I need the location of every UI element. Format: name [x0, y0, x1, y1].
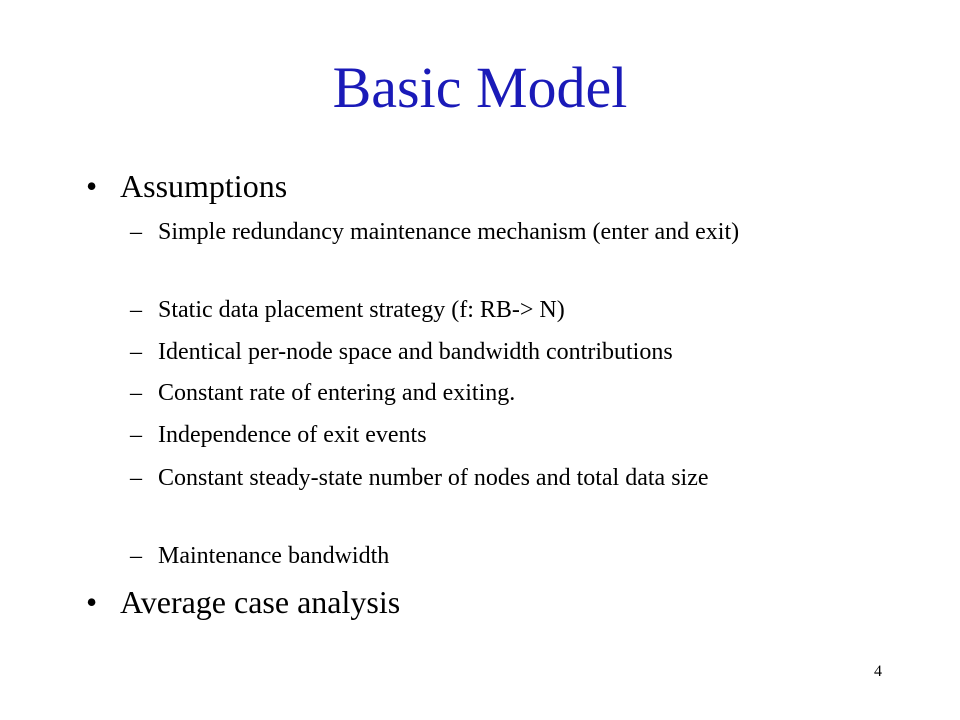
dash-marker: – — [130, 422, 142, 448]
sub-item-text: Constant rate of entering and exiting. — [158, 380, 516, 406]
bullet-text: Average case analysis — [120, 584, 401, 620]
dash-marker: – — [130, 219, 142, 245]
sub-item-text: Identical per-node space and bandwidth contributions — [158, 339, 673, 365]
dash-marker: – — [130, 543, 142, 569]
dash-marker: – — [130, 297, 142, 323]
sub-item-text: Constant steady-state number of nodes and total data size — [158, 465, 709, 491]
dash-marker: – — [130, 380, 142, 406]
sub-item-text: Simple redundancy maintenance mechanism (enter and exit) — [158, 219, 740, 245]
sub-item-text: Independence of exit events — [158, 422, 427, 448]
bullet-marker: • — [86, 584, 98, 620]
bullet-marker: • — [86, 168, 98, 204]
dash-marker: – — [130, 465, 142, 491]
slide-title: Basic Model — [332, 55, 628, 120]
bullet-text: Assumptions — [120, 168, 288, 204]
sub-item-text: Maintenance bandwidth — [158, 543, 390, 569]
sub-item-text: Static data placement strategy (f: RB-> N) — [158, 297, 565, 323]
dash-marker: – — [130, 339, 142, 365]
page-number: 4 — [874, 663, 882, 680]
